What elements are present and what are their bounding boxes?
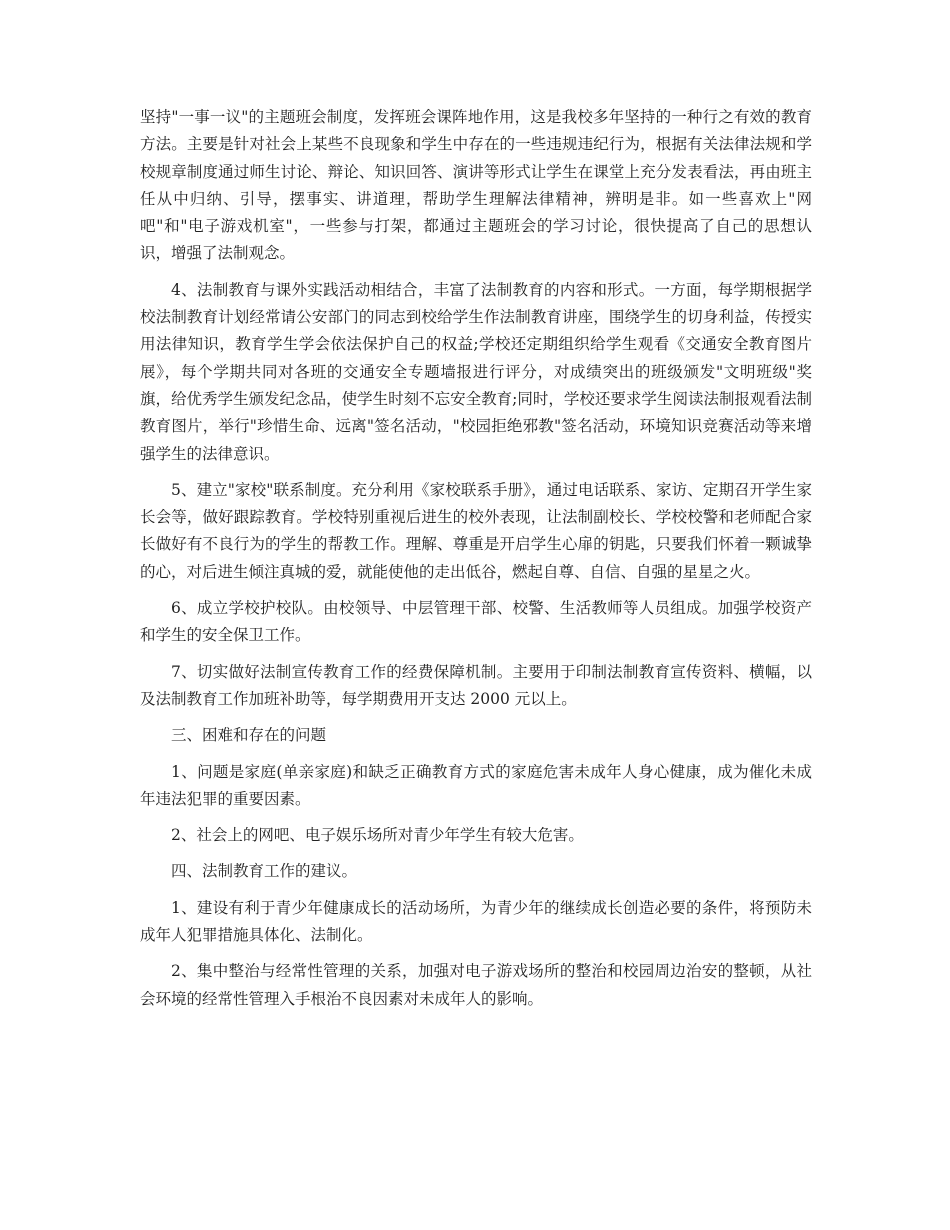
section-heading-difficulties: 三、困难和存在的问题 [171, 726, 327, 745]
paragraph-item-5-home-school-contact: 5、建立"家校"联系制度。充分利用《家校联系手册》，通过电话联系、家访、定期召开学生家长会等，做好跟踪教育。学校特别重视后进生的校外表现，让法制副校长、学校校警和老师配合家长做好有不良行为的学生的帮教工作。理解、尊重是开启学生心扉的钥匙，只要我们怀着一颗诚挚的心，对后进生倾注真城的爱，就能使他的走出低谷，燃起自尊、自信、自强的星星之火。 [140, 480, 812, 581]
paragraph-difficulty-2: 2、社会上的网吧、电子娱乐场所对青少年学生有较大危害。 [171, 826, 584, 845]
paragraph-difficulty-1: 1、问题是家庭(单亲家庭)和缺乏正确教育方式的家庭危害未成年人身心健康，成为催化未成年违法犯罪的重要因素。 [140, 762, 812, 808]
paragraph-item-4-practice-activities: 4、法制教育与课外实践活动相结合，丰富了法制教育的内容和形式。一方面，每学期根据学校法制教育计划经常请公安部门的同志到校给学生作法制教育讲座，围绕学生的切身利益，传授实用法律知识，教育学生学会依法保护自己的权益;学校还定期组织给学生观看《交通安全教育图片展》，每个学期共同对各班的交通安全专题墙报进行评分，对成绩突出的班级颁发"文明班级"奖旗，给优秀学生颁发纪念品，使学生时刻不忘安全教育;同时，学校还要求学生阅读法制报观看法制教育图片，举行"珍惜生命、远离"签名活动，"校园拒绝邪教"签名活动，环境知识竞赛活动等来增强学生的法律意识。 [140, 280, 812, 463]
section-heading-suggestions: 四、法制教育工作的建议。 [171, 862, 358, 881]
paragraph-class-meeting: 坚持"一事一议"的主题班会制度，发挥班会课阵地作用，这是我校多年坚持的一种行之有效的教育方法。主要是针对社会上某些不良现象和学生中存在的一些违规违纪行为，根据有关法律法规和学校规章制度通过师生讨论、辩论、知识回答、演讲等形式让学生在课堂上充分发表看法，再由班主任从中归纳、引导，摆事实、讲道理，帮助学生理解法律精神，辨明是非。如一些喜欢上"网吧"和"电子游戏机室"，一些参与打架，都通过主题班会的学习讨论，很快提高了自己的思想认识，增强了法制观念。 [140, 108, 812, 263]
paragraph-suggestion-2: 2、集中整治与经常性管理的关系，加强对电子游戏场所的整治和校园周边治安的整顿，从社会环境的经常性管理入手根治不良因素对未成年人的影响。 [140, 962, 812, 1008]
paragraph-item-7-funding: 7、切实做好法制宣传教育工作的经费保障机制。主要用于印制法制教育宣传资料、横幅，以及法制教育工作加班补助等，每学期费用开支达 2000 元以上。 [140, 662, 812, 708]
paragraph-suggestion-1: 1、建设有利于青少年健康成长的活动场所，为青少年的继续成长创造必要的条件，将预防未成年人犯罪措施具体化、法制化。 [140, 898, 812, 945]
document-page [140, 104, 812, 1022]
paragraph-item-6-school-guard: 6、成立学校护校队。由校领导、中层管理干部、校警、生活教师等人员组成。加强学校资产和学生的安全保卫工作。 [140, 599, 812, 645]
